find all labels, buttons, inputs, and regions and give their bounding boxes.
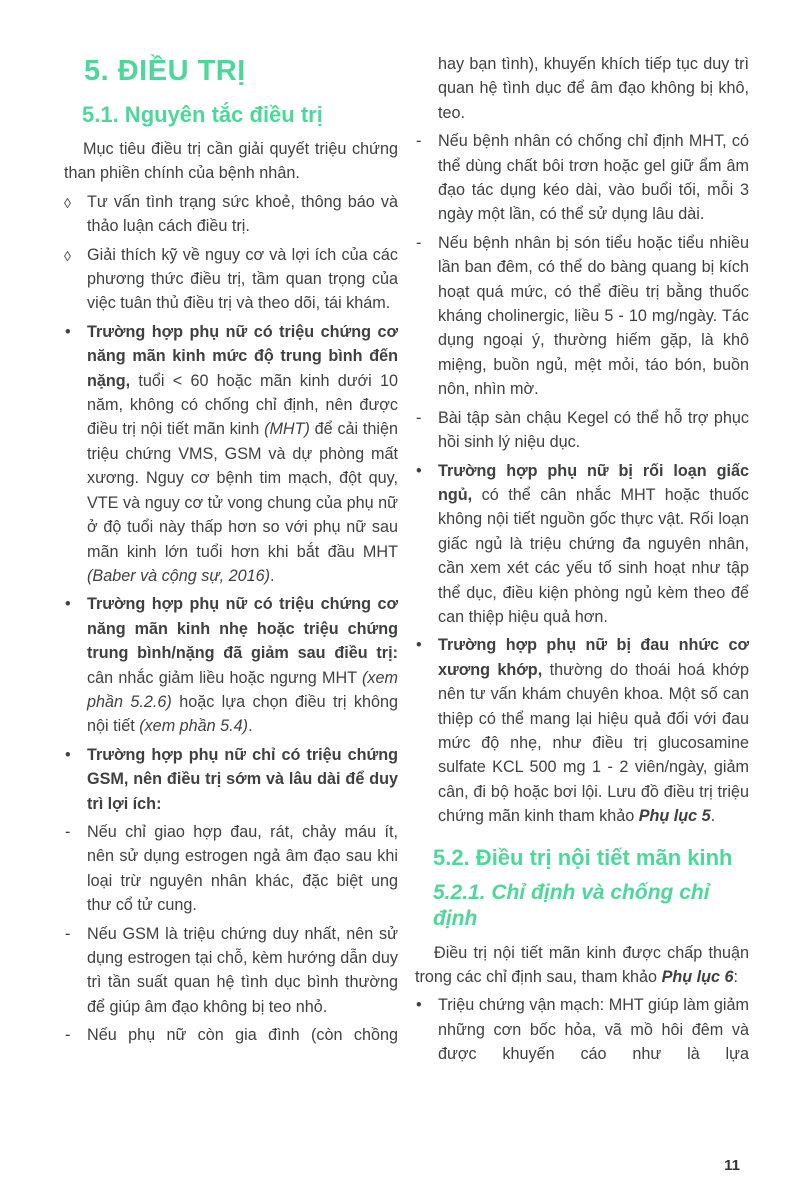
text-segment: Trường hợp phụ nữ bị đau nhức cơ xương khớp, [438,636,749,679]
dash-marker-icon: - [65,924,71,943]
list-item-dash [64,922,398,1020]
page-number: 11 [724,1157,740,1174]
dash-marker-icon: - [416,132,422,151]
text-segment: Bài tập sàn chậu Kegel có thể hỗ trợ phục hồi sinh lý niệu dục. [438,408,749,452]
heading-5-2: 5.2. Điều trị nội tiết mãn kinh [433,844,733,870]
heading-5-2-1: 5.2.1. Chỉ định và chống chỉ định [433,880,710,930]
text-segment: tuổi < 60 hoặc mãn kinh dưới 10 năm, không có chống chỉ định, nên được điều trị nội tiết mãn kinh [87,371,398,439]
text-segment: Trường hợp phụ nữ chỉ có triệu chứng GSM, nên điều trị sớm và lâu dài để duy trì lợi ích: [87,745,398,813]
text-segment: Nếu chỉ giao hợp đau, rát, chảy máu ít, nên sử dụng estrogen ngả âm đạo sau khi loại trừ nguyên nhân khác, đặc biệt ung thư cổ tử cung. [87,822,398,915]
text-segment: (MHT) [264,420,310,439]
bullet-marker-icon: • [65,322,71,341]
text-segment: Mục tiêu điều trị cần giải quyết triệu chứng than phiền chính của bệnh nhân. [64,140,398,183]
dash-marker-icon: - [65,1026,71,1045]
column-right [415,52,749,1071]
list-item-bullet [64,320,398,588]
text-segment: Điều trị nội tiết mãn kinh được chấp thuận trong các chỉ định sau, tham khảo [415,943,749,986]
text-segment: (Baber và cộng sự, 2016) [87,566,271,585]
list-item-diamond [64,243,398,316]
list-item-diamond [64,190,398,239]
text-segment: Phụ lục 6 [661,968,734,986]
text-segment: Giải thích kỹ về nguy cơ và lợi ích của các phương thức điều trị, tầm quan trọng của việc tuân thủ điều trị và theo dõi, tái khám. [87,245,398,313]
text-segment: Triệu chứng vận mạch: MHT giúp làm giảm những cơn bốc hỏa, vã mồ hôi đêm và được khuyến cáo như là lựa [438,996,749,1064]
bullet-marker-icon: • [416,461,422,480]
list-item-bullet [415,633,749,828]
list-item-dash [64,820,398,918]
bullet-marker-icon: • [65,745,71,764]
list-item-bullet [64,592,398,738]
text-segment: để cải thiện triệu chứng VMS, GSM và dự phòng mất xương. Nguy cơ bệnh tim mạch, đột quy, VTE và nguy cơ tử vong chung của phụ nữ ở độ tuổi này thấp hơn so với phụ nữ sau mãn kinh lớn tuổi hơn khi bắt đầu MHT [87,420,398,561]
list-item-dash [415,129,749,227]
bullet-marker-icon: • [416,996,422,1015]
text-segment: . [710,807,716,826]
list-item-bullet [415,993,749,1066]
text-segment: . [270,566,275,585]
text-segment: : [733,968,739,986]
text-segment: hay bạn tình), khuyến khích tiếp tục duy trì quan hệ tình dục để âm đạo không bị khô, teo. [438,55,749,122]
text-segment: Nếu bệnh nhân bị són tiểu hoặc tiểu nhiều lần ban đêm, có thể do bàng quang bị kích hoạt quá mức, có thể điều trị bằng thuốc kháng cholinergic, liều 5 - 10 mg/ngày. Tác dụng ngoại ý, thường hiếm gặp, là khô miệng, buồn ngủ, mệt mỏi, táo bón, buồn nôn, nhìn mờ. [438,233,749,399]
text-segment: . [248,717,253,736]
list-item-bullet [415,459,749,630]
text-segment: có thể cân nhắc MHT hoặc thuốc không nội tiết nguồn gốc thực vật. Rối loạn giấc ngủ là triệu chứng đa nguyên nhân, cần xem xét các yếu tố sinh hoạt như tập thể dục, điều kiện phòng ngủ kèm theo để can thiệp hiệu quả hơn. [438,485,749,626]
text-segment: Trường hợp phụ nữ bị rối loạn giấc ngủ, [438,461,749,504]
paragraph-indications-intro [415,941,749,990]
text-segment: thường do thoái hoá khớp nên tư vấn khám chuyên khoa. Một số can thiệp có thể mang lại hiệu quả đối với đau mức độ nhẹ, như điều trị glucosamine sulfate KCL 500 mg 1 - 2 viên/ngày, giảm cân, đi bộ hoặc bơi lội. Lưu đồ điều trị triệu chứng mãn kinh tham khảo [438,660,749,826]
text-segment: Nếu GSM là triệu chứng duy nhất, nên sử dụng estrogen tại chỗ, kèm hướng dẫn duy trì tần suất quan hệ tình dục bình thường để giúp âm đạo không bị teo nhỏ. [87,924,398,1016]
text-segment: Tư vấn tình trạng sức khoẻ, thông báo và thảo luận cách điều trị. [87,192,398,236]
list-item-bullet [64,743,398,816]
paragraph-continuation [415,52,749,125]
dash-marker-icon: - [416,408,422,427]
list-item-dash [64,1023,398,1047]
text-segment: Nếu bệnh nhân có chống chỉ định MHT, có thể dùng chất bôi trơn hoặc gel giữ ẩm âm đạo tác dụng kéo dài, vào buổi tối, mỗi 3 ngày một lần, có thể sử dụng lâu dài. [438,132,749,224]
paragraph-intro [64,137,398,186]
text-segment: Phụ lục 5 [638,807,711,826]
text-segment: (xem phần 5.2.6) [87,668,398,711]
text-segment: hoặc lựa chọn điều trị không nội tiết [87,692,398,736]
heading-5-1: 5.1. Nguyên tắc điều trị [82,102,323,127]
text-segment: cân nhắc giảm liều hoặc ngưng MHT [87,668,363,687]
dash-marker-icon: - [65,822,71,841]
dash-marker-icon: - [416,233,422,252]
bullet-marker-icon: • [65,595,71,614]
text-segment: Trường hợp phụ nữ có triệu chứng cơ năng mãn kinh nhẹ hoặc triệu chứng trung bình/nặng đã giảm sau điều trị: [87,595,398,663]
text-segment: (xem phần 5.4) [139,717,249,736]
diamond-marker-icon: ◊ [64,194,71,211]
diamond-marker-icon: ◊ [64,247,71,264]
text-segment: Nếu phụ nữ còn gia đình (còn chồng [87,1026,398,1045]
bullet-marker-icon: • [416,636,422,655]
section-title: 5. ĐIỀU TRỊ [84,55,246,87]
column-left [64,52,398,1071]
list-item-dash [415,231,749,402]
text-segment: Trường hợp phụ nữ có triệu chứng cơ năng mãn kinh mức độ trung bình đến nặng, [87,322,398,390]
list-item-dash [415,406,749,455]
